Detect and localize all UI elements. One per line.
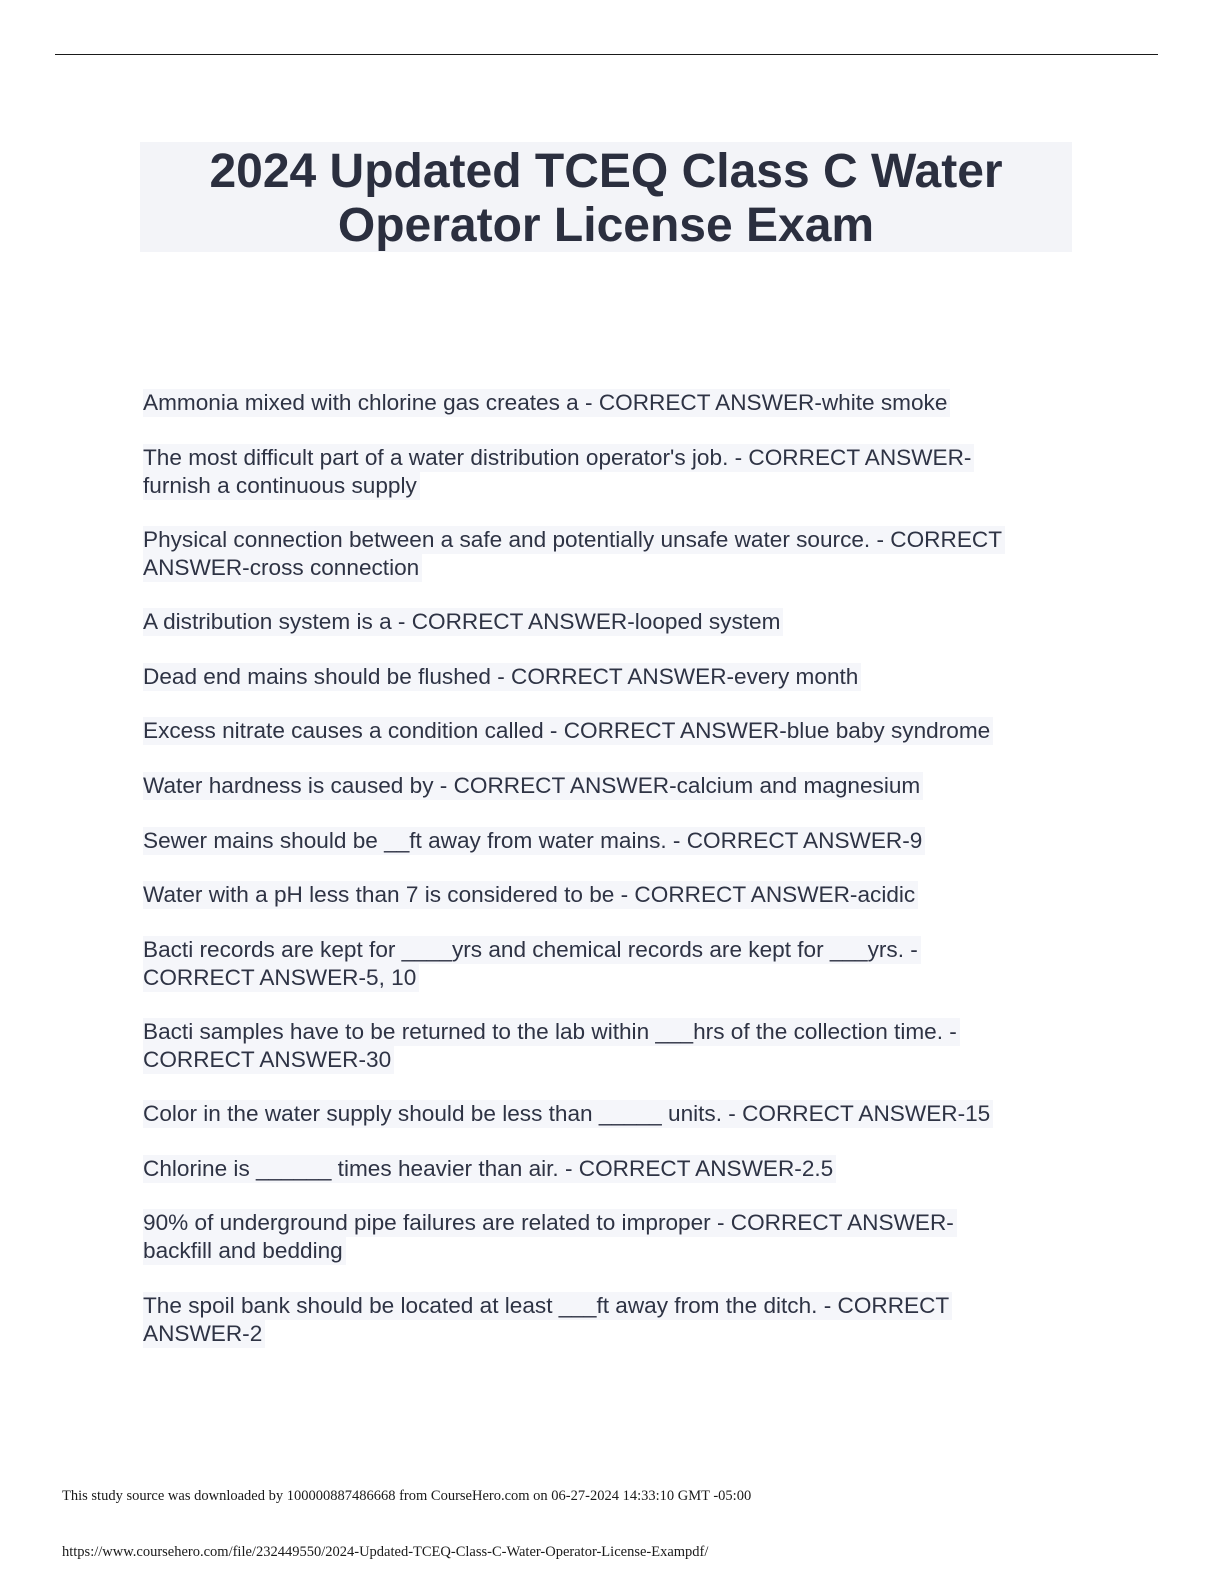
qa-4-line-1: A distribution system is a - CORRECT ANSWER-looped system [143,608,783,636]
qa-5-line-1: Dead end mains should be flushed - CORRECT ANSWER-every month [143,663,861,691]
download-notice: This study source was downloaded by 100000887486668 from CourseHero.com on 06-27-2024 14:33:10 GMT -05:00 [62,1488,752,1504]
qa-6-line-1: Excess nitrate causes a condition called - CORRECT ANSWER-blue baby syndrome [143,717,993,745]
qa-13-line-1: Chlorine is ______ times heavier than air. - CORRECT ANSWER-2.5 [143,1155,836,1183]
qa-15-line-1: The spoil bank should be located at least ___ft away from the ditch. - CORRECT [143,1292,952,1320]
qa-3-line-1: Physical connection between a safe and potentially unsafe water source. - CORRECT [143,526,1005,554]
qa-14-line-2: backfill and bedding [143,1237,346,1265]
qa-8-line-1: Sewer mains should be __ft away from water mains. - CORRECT ANSWER-9 [143,827,925,855]
qa-14-line-1: 90% of underground pipe failures are related to improper - CORRECT ANSWER- [143,1209,957,1237]
header-rule [55,54,1158,55]
qa-15-line-2: ANSWER-2 [143,1320,265,1348]
page-title-line-1: 2024 Updated TCEQ Class C Water [209,145,1003,198]
qa-11-line-2: CORRECT ANSWER-30 [143,1046,394,1074]
qa-2-line-1: The most difficult part of a water distribution operator's job. - CORRECT ANSWER- [143,444,974,472]
qa-12-line-1: Color in the water supply should be less than _____ units. - CORRECT ANSWER-15 [143,1100,993,1128]
qa-3-line-2: ANSWER-cross connection [143,554,422,582]
qa-1-line-1: Ammonia mixed with chlorine gas creates a - CORRECT ANSWER-white smoke [143,389,950,417]
qa-9-line-1: Water with a pH less than 7 is considered to be - CORRECT ANSWER-acidic [143,881,918,909]
qa-11-line-1: Bacti samples have to be returned to the lab within ___hrs of the collection time. - [143,1018,960,1046]
title-block [140,142,1072,252]
qa-2-line-2: furnish a continuous supply [143,472,420,500]
source-url[interactable]: https://www.coursehero.com/file/232449550/2024-Updated-TCEQ-Class-C-Water-Operator-License-Exampdf/ [62,1544,709,1560]
qa-7-line-1: Water hardness is caused by - CORRECT ANSWER-calcium and magnesium [143,772,923,800]
qa-10-line-1: Bacti records are kept for ____yrs and chemical records are kept for ___yrs. - [143,936,921,964]
qa-10-line-2: CORRECT ANSWER-5, 10 [143,964,419,992]
page-title-line-2: Operator License Exam [337,199,875,252]
